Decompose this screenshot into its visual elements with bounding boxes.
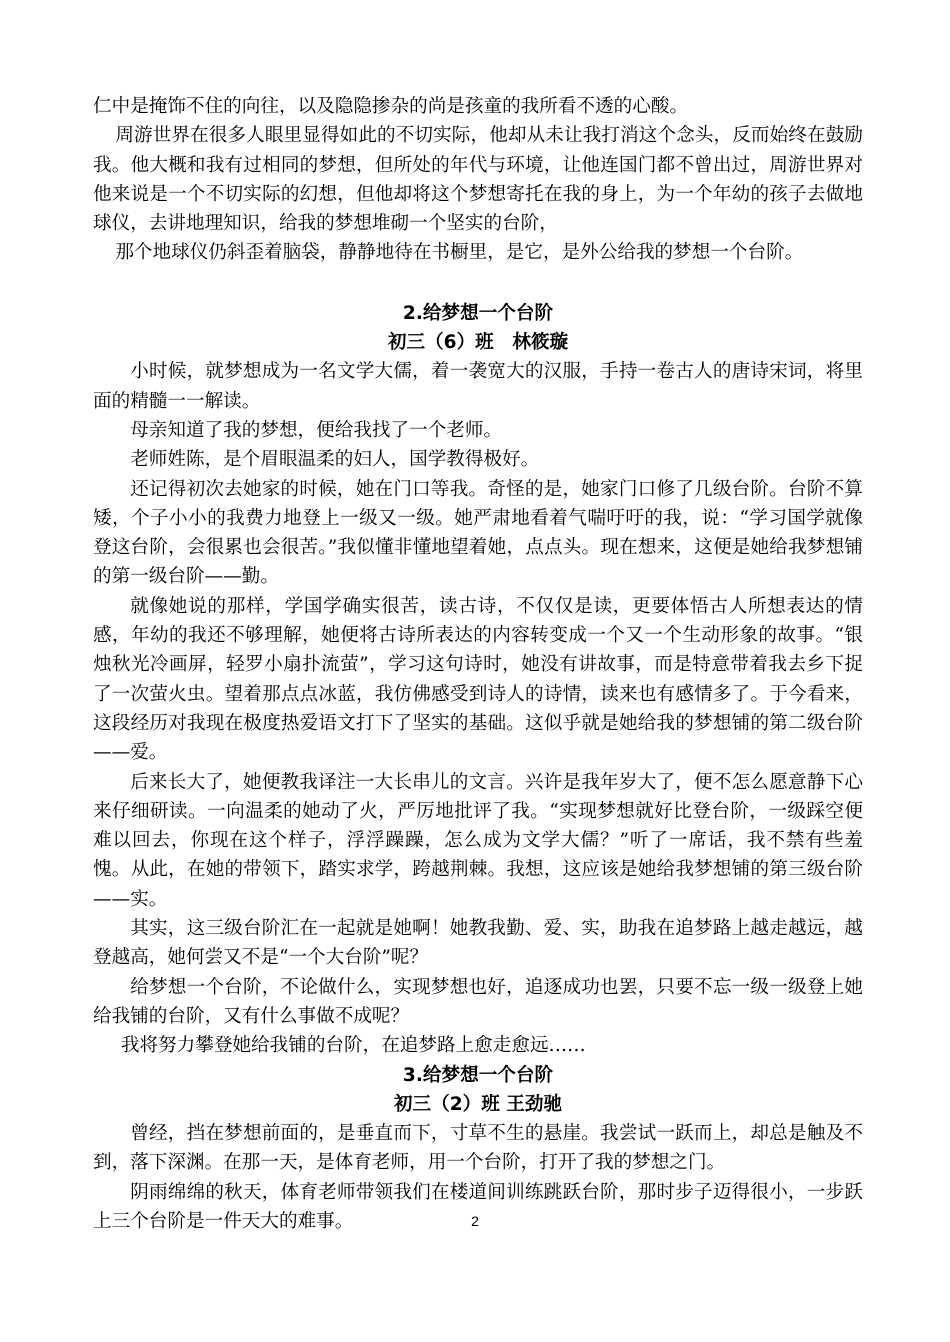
essay-title-3: 3.给梦想一个台阶: [402, 1064, 554, 1086]
paragraph: 老师姓陈，是个眉眼温柔的妇人，国学教得极好。: [130, 449, 540, 471]
paragraph: 周游世界在很多人眼里显得如此的不切实际，他却从未让我打消这个念头，反而始终在鼓励我。他大概和我有过相同的梦想，但所处的年代与环境，让他连国门都不曾出过，周游世界对他来说是一个不切实际的幻想，但他却将这个梦想寄托在我的身上，为一个年幼的孩子去做地球仪，去讲地理知识，给我的梦想堆砌一个坚实的台阶，: [93, 125, 863, 235]
essay-title-2: 2.给梦想一个台阶: [402, 302, 554, 324]
paragraph: 那个地球仪仍斜歪着脑袋，静静地待在书橱里，是它，是外公给我的梦想一个台阶。: [115, 242, 804, 264]
paragraph: 小时候，就梦想成为一名文学大儒，着一袭宽大的汉服，手持一卷古人的唐诗宋词，将里面的精髓一一解读。: [93, 361, 863, 412]
paragraph: 给梦想一个台阶，不论做什么，实现梦想也好，追逐成功也罢，只要不忘一级一级登上她给我铺的台阶，又有什么事做不成呢？: [93, 976, 863, 1027]
paragraph: 阴雨绵绵的秋天，体育老师带领我们在楼道间训练跳跃台阶，那时步子迈得很小，一步跃上三个台阶是一件天大的难事。: [93, 1181, 863, 1232]
essay-author-2: 初三（6）班 林筱璇: [387, 332, 569, 354]
essay-author-3: 初三（2）班 王劲驰: [393, 1093, 563, 1115]
body-text: [93, 92, 863, 1236]
paragraph: 就像她说的那样，学国学确实很苦，读古诗，不仅仅是读，更要体悟古人所想表达的情感，年幼的我还不够理解，她便将古诗所表达的内容转变成一个又一个生动形象的故事。“银烛秋光冷画屏，轻罗小扇扑流萤”，学习这句诗时，她没有讲故事，而是特意带着我去乡下捉了一次萤火虫。望着那点点冰蓝，我仿佛感受到诗人的诗情，读来也有感情多了。于今看来，这段经历对我现在极度热爱语文打下了坚实的基础。这似乎就是她给我的梦想铺的第二级台阶——爱。: [93, 595, 863, 764]
page-number: 2: [471, 1213, 479, 1229]
paragraph: 其实，这三级台阶汇在一起就是她啊！她教我勤、爱、实，助我在追梦路上越走越远，越登越高，她何尝又不是“一个大台阶”呢？: [93, 918, 863, 969]
paragraph: 后来长大了，她便教我译注一大长串儿的文言。兴许是我年岁大了，便不怎么愿意静下心来仔细研读。一向温柔的她动了火，严厉地批评了我。“实现梦想就好比登台阶，一级踩空便难以回去，你现在这个样子，浮浮躁躁，怎么成为文学大儒？”听了一席话，我不禁有些羞愧。从此，在她的带领下，踏实求学，跨越荆棘。我想，这应该是她给我梦想铺的第三级台阶——实。: [93, 771, 863, 910]
paragraph: 我将努力攀登她给我铺的台阶，在追梦路上愈走愈远……: [120, 1035, 586, 1057]
paragraph: 曾经，挡在梦想前面的，是垂直而下，寸草不生的悬崖。我尝试一跃而上，却总是触及不到，落下深渊。在那一天，是体育老师，用一个台阶，打开了我的梦想之门。: [93, 1123, 863, 1174]
paragraph: 仁中是掩饰不住的向往，以及隐隐掺杂的尚是孩童的我所看不透的心酸。: [93, 96, 689, 117]
paragraph: 母亲知道了我的梦想，便给我找了一个老师。: [130, 419, 503, 441]
paragraph: 还记得初次去她家的时候，她在门口等我。奇怪的是，她家门口修了几级台阶。台阶不算矮，个子小小的我费力地登上一级又一级。她严肃地看着气喘吁吁的我，说：“学习国学就像登这台阶，会很累也会很苦。”我似懂非懂地望着她，点点头。现在想来，这便是她给我梦想铺的第一级台阶——勤。: [93, 478, 863, 588]
